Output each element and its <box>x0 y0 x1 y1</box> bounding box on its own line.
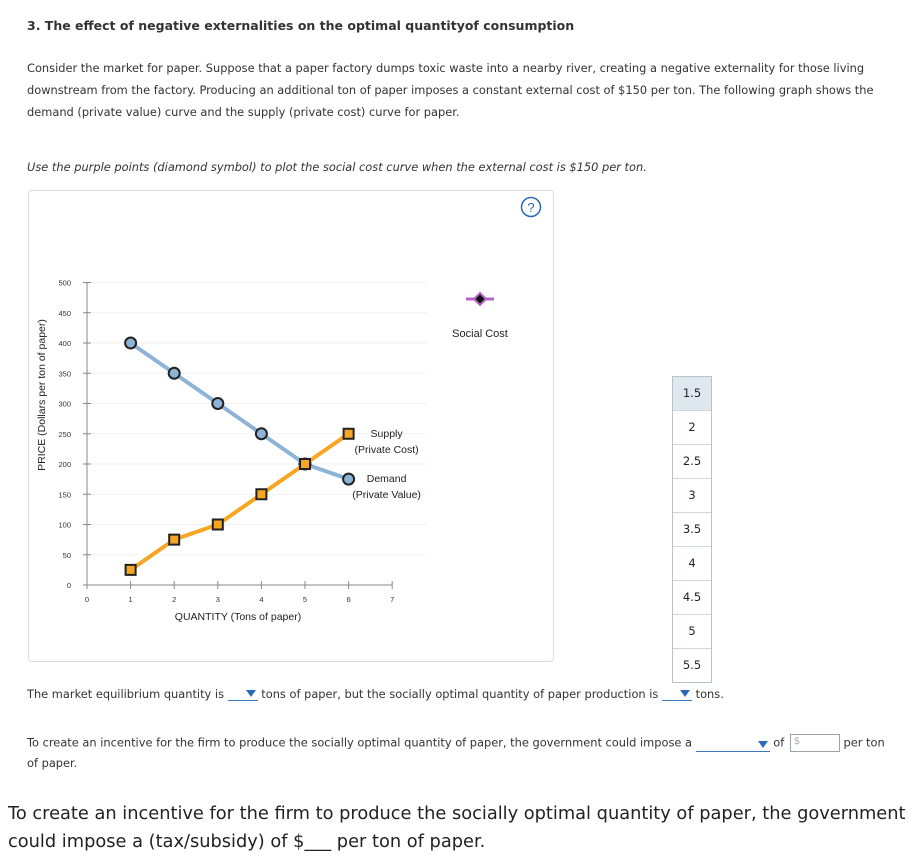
demand-point[interactable] <box>125 338 136 349</box>
supply-point[interactable] <box>213 520 223 530</box>
q2-text-part1: To create an incentive for the firm to produce the socially optimal quantity of paper, the government could impose a <box>27 735 693 750</box>
chevron-down-icon <box>246 690 256 697</box>
y-axis-label: PRICE (Dollars per ton of paper) <box>36 319 48 471</box>
supply-point[interactable] <box>344 429 354 439</box>
q1-text-part3: tons. <box>695 687 724 701</box>
graph-instruction: Use the purple points (diamond symbol) to plot the social cost curve when the external cost is $150 per ton. <box>27 160 647 174</box>
demand-label: Demand <box>366 473 407 486</box>
svg-text:?: ? <box>527 200 535 215</box>
supply-point[interactable] <box>256 489 266 499</box>
demand-point[interactable] <box>343 474 354 485</box>
dropdown-option[interactable]: 5.5 <box>682 658 702 672</box>
x-tick-label: 6 <box>346 595 351 604</box>
x-tick-label: 0 <box>84 595 90 604</box>
x-tick-label: 1 <box>128 595 133 604</box>
policy-type-select[interactable] <box>696 737 770 752</box>
y-tick-label: 300 <box>58 399 71 409</box>
demand-point[interactable] <box>256 428 267 439</box>
bottom-question: To create an incentive for the firm to produce the socially optimal quantity of paper, the government could impose a (tax/subsidy) of $___ per ton of paper. <box>8 803 906 852</box>
x-tick-label: 7 <box>390 595 395 604</box>
social-cost-diamond-icon[interactable] <box>474 293 486 305</box>
dropdown-option[interactable]: 1.5 <box>673 377 711 411</box>
supply-label: Supply <box>370 427 403 440</box>
market-quantity-select[interactable] <box>228 686 258 701</box>
dropdown-option[interactable]: 2 <box>673 411 711 445</box>
y-tick-label: 100 <box>58 520 71 530</box>
demand-sublabel: (Private Value) <box>352 489 421 502</box>
supply-sublabel: (Private Cost) <box>354 443 419 456</box>
question-policy <box>27 734 885 752</box>
y-tick-label: 350 <box>58 369 71 379</box>
dropdown-option[interactable]: 3 <box>673 479 711 513</box>
y-tick-label: 250 <box>58 429 71 439</box>
y-tick-label: 150 <box>58 490 71 500</box>
y-tick-label: 400 <box>58 339 71 348</box>
supply-point[interactable] <box>300 459 310 469</box>
question-intro: Consider the market for paper. Suppose that a paper factory dumps toxic waste into a nearby river, creating a negative externality for those living downstream from the factory. Producing an additional ton of paper imposes a constant external cost of $150 per ton. The following graph shows the demand (private value) curve and the supply (private cost) curve for paper. <box>27 61 874 119</box>
x-axis-label: QUANTITY (Tons of paper) <box>174 611 302 623</box>
social-cost-legend-label: Social Cost <box>452 328 508 340</box>
dropdown-option[interactable]: 4 <box>673 547 711 581</box>
q1-text-part1: The market equilibrium quantity is <box>27 687 225 701</box>
dropdown-option[interactable]: 3.5 <box>673 513 711 547</box>
supply-point[interactable] <box>126 565 136 575</box>
q2-line2: of paper. <box>27 756 78 770</box>
chevron-down-icon <box>758 741 768 748</box>
social-cost-legend[interactable] <box>452 293 508 340</box>
dropdown-option[interactable]: 5 <box>673 615 711 649</box>
y-tick-label: 0 <box>66 581 71 590</box>
y-tick-label: 200 <box>58 460 71 469</box>
optimal-quantity-select[interactable] <box>662 686 692 701</box>
demand-point[interactable] <box>169 368 180 379</box>
question-title: 3. The effect of negative externalities on the optimal quantityof consumption <box>27 18 575 33</box>
x-tick-label: 5 <box>302 595 308 604</box>
chart-grid <box>87 283 427 555</box>
x-tick-label: 2 <box>172 595 177 604</box>
supply-demand-chart[interactable] <box>28 190 552 660</box>
dropdown-option[interactable]: 2.5 <box>673 445 711 479</box>
demand-point[interactable] <box>212 398 223 409</box>
quantity-dropdown-list[interactable] <box>672 376 712 683</box>
x-tick-label: 3 <box>215 595 220 604</box>
supply-line <box>131 434 349 570</box>
supply-point[interactable] <box>169 535 179 545</box>
q2-per-ton-text: per ton <box>843 735 885 750</box>
question-equilibrium <box>27 686 724 701</box>
q1-text-part2: tons of paper, but the socially optimal quantity of paper production is <box>261 687 659 701</box>
amount-input[interactable] <box>790 734 840 752</box>
y-tick-label: 50 <box>62 550 71 560</box>
q2-of-text: of <box>773 735 785 750</box>
amount-placeholder: $ <box>793 736 801 747</box>
y-tick-label: 500 <box>58 278 71 288</box>
x-tick-label: 4 <box>259 595 264 604</box>
y-tick-label: 450 <box>58 308 71 318</box>
chevron-down-icon <box>680 690 690 697</box>
dropdown-option[interactable]: 4.5 <box>673 581 711 615</box>
help-icon[interactable] <box>520 196 542 218</box>
